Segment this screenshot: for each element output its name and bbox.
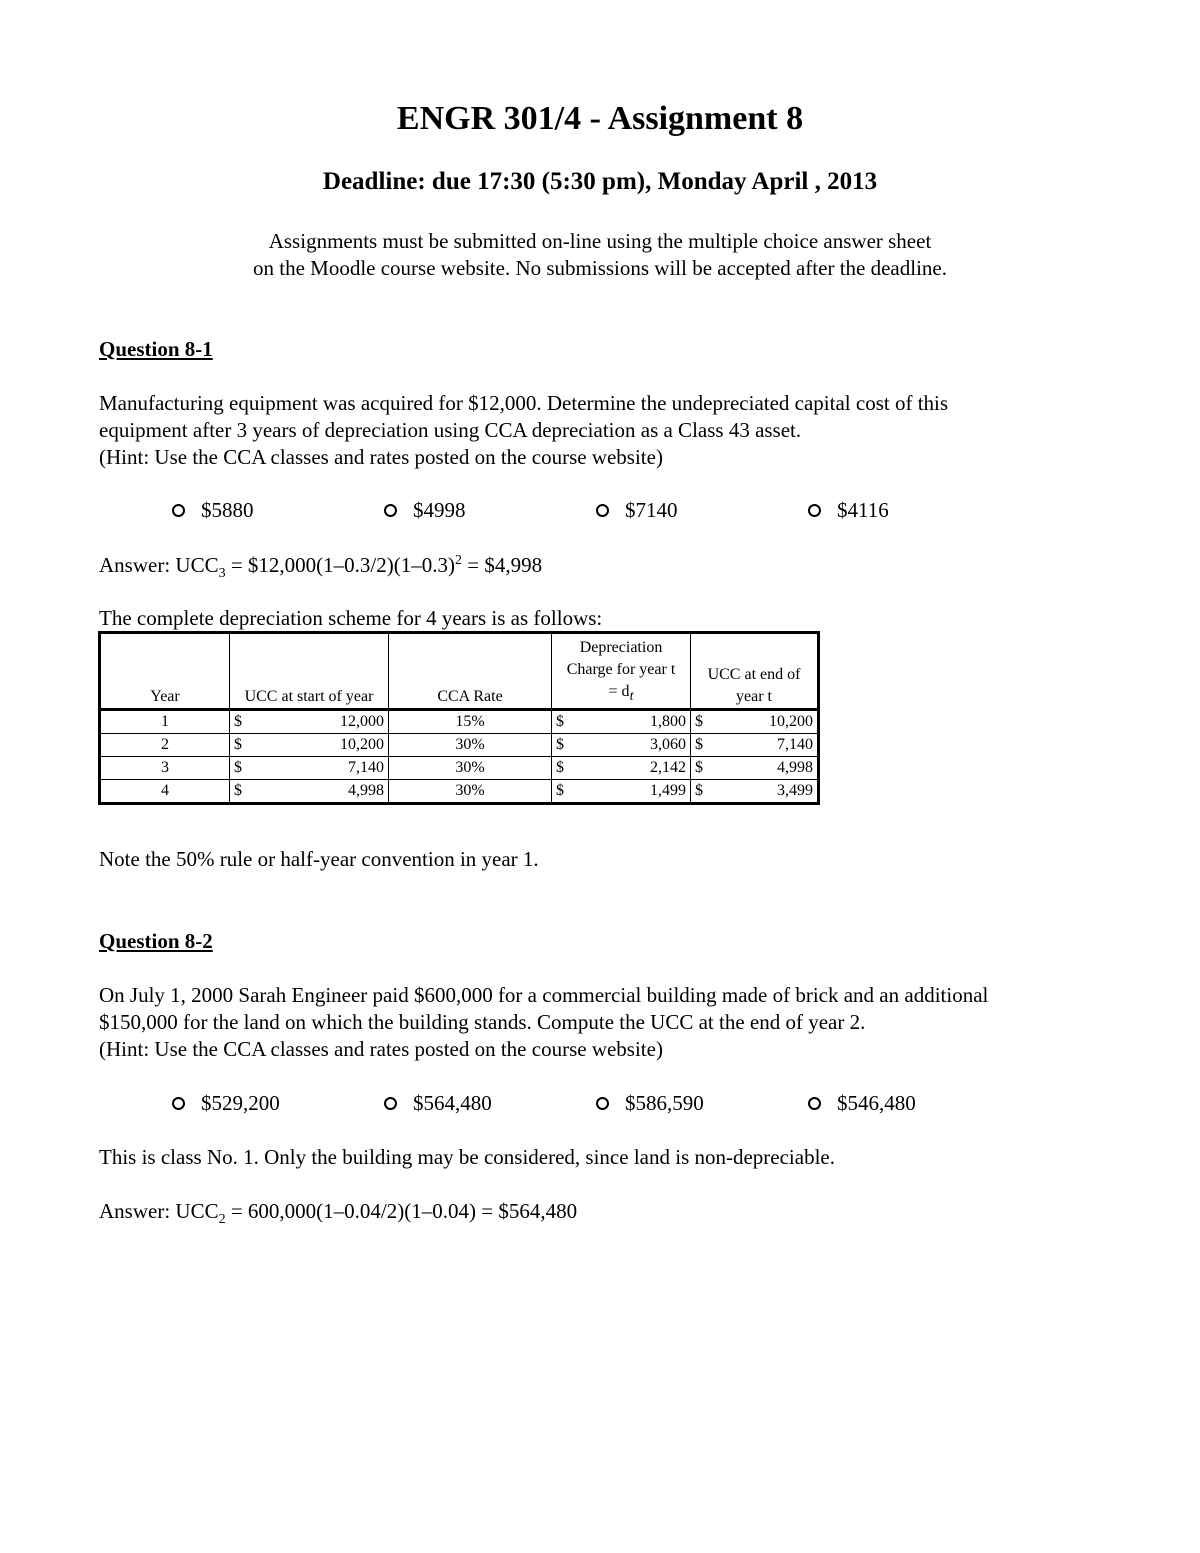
- cell-year: 1: [100, 710, 230, 734]
- cell-depreciation: $ 2,142: [552, 757, 691, 780]
- question-2-hint: (Hint: Use the CCA classes and rates posted on the course website): [99, 1037, 663, 1061]
- header-depreciation-charge: Depreciation Charge for year t = $d_t$: [552, 633, 691, 710]
- option-label: $4116: [837, 498, 889, 522]
- cell-ucc-start: $ 7,140: [230, 757, 389, 780]
- question-2-option-a[interactable]: [172, 1091, 280, 1116]
- question-1-option-d[interactable]: [808, 498, 889, 523]
- header-ucc-start: UCC at start of year: [230, 633, 389, 710]
- question-1-note: Note the 50% rule or half-year convention in year 1.: [99, 847, 539, 871]
- cell-cca-rate: 30%: [389, 757, 552, 780]
- question-1-text-line-1: Manufacturing equipment was acquired for $12,000. Determine the undepreciated capital cost of this: [99, 391, 949, 415]
- cell-cca-rate: 30%: [389, 734, 552, 757]
- question-2-option-b[interactable]: [384, 1091, 492, 1116]
- question-1-option-c[interactable]: [596, 498, 678, 523]
- option-label: $4998: [413, 498, 466, 522]
- table-row: [100, 780, 819, 804]
- intro-line-1: Assignments must be submitted on-line using the multiple choice answer sheet: [268, 229, 932, 253]
- question-2-option-c[interactable]: [596, 1091, 704, 1116]
- cell-ucc-start: $ 12,000: [230, 710, 389, 734]
- option-label: $5880: [201, 498, 254, 522]
- question-1-option-b[interactable]: [384, 498, 466, 523]
- radio-circle-icon[interactable]: [384, 504, 397, 517]
- question-1-answer: Answer: $UCC_3$ = $\$12,000(1-0.3/2)(1-0.3)^2$ = $4,998: [99, 553, 543, 582]
- radio-circle-icon[interactable]: [808, 1097, 821, 1110]
- cell-ucc-end: $ 7,140: [691, 734, 819, 757]
- cell-depreciation: $ 1,800: [552, 710, 691, 734]
- radio-circle-icon[interactable]: [172, 1097, 185, 1110]
- option-label: $7140: [625, 498, 678, 522]
- deadline-text: Deadline: due 17:30 (5:30 pm), Monday April , 2013: [322, 168, 878, 195]
- question-2-option-d[interactable]: [808, 1091, 916, 1116]
- table-row: [100, 710, 819, 734]
- question-2-note: This is class No. 1. Only the building may be considered, since land is non-depreciable.: [99, 1145, 835, 1169]
- question-2-answer: Answer: $UCC_2 = 600,000(1-0.04/2)(1-0.04)$ = $564,480: [99, 1199, 578, 1228]
- page-title: ENGR 301/4 - Assignment 8: [396, 100, 804, 137]
- header-year: Year: [100, 633, 230, 710]
- cell-ucc-end: $ 4,998: [691, 757, 819, 780]
- depreciation-scheme-intro: The complete depreciation scheme for 4 years is as follows:: [99, 606, 603, 630]
- radio-circle-icon[interactable]: [808, 504, 821, 517]
- cell-year: 2: [100, 734, 230, 757]
- table-row: [100, 757, 819, 780]
- cell-ucc-end: $ 10,200: [691, 710, 819, 734]
- question-2-heading: Question 8-2: [99, 929, 213, 953]
- cell-depreciation: $ 3,060: [552, 734, 691, 757]
- question-1-heading: Question 8-1: [99, 337, 213, 361]
- cell-cca-rate: 15%: [389, 710, 552, 734]
- question-2-text-line-2: $150,000 for the land on which the building stands. Compute the UCC at the end of year 2.: [99, 1010, 866, 1034]
- radio-circle-icon[interactable]: [596, 504, 609, 517]
- option-label: $529,200: [201, 1091, 280, 1115]
- option-label: $564,480: [413, 1091, 492, 1115]
- table-row: [100, 734, 819, 757]
- radio-circle-icon[interactable]: [172, 504, 185, 517]
- cell-year: 4: [100, 780, 230, 804]
- question-1-text-line-2: equipment after 3 years of depreciation using CCA depreciation as a Class 43 asset.: [99, 418, 802, 442]
- cell-ucc-end: $ 3,499: [691, 780, 819, 804]
- option-label: $586,590: [625, 1091, 704, 1115]
- option-label: $546,480: [837, 1091, 916, 1115]
- header-cca-rate: CCA Rate: [389, 633, 552, 710]
- intro-line-2: on the Moodle course website. No submissions will be accepted after the deadline.: [253, 256, 947, 280]
- cell-ucc-start: $ 4,998: [230, 780, 389, 804]
- depreciation-table: [98, 631, 820, 805]
- header-ucc-end: UCC at end of year t: [691, 633, 819, 710]
- question-1-hint: (Hint: Use the CCA classes and rates posted on the course website): [99, 445, 663, 469]
- radio-circle-icon[interactable]: [384, 1097, 397, 1110]
- radio-circle-icon[interactable]: [596, 1097, 609, 1110]
- question-2-text-line-1: On July 1, 2000 Sarah Engineer paid $600,000 for a commercial building made of brick and an additional: [99, 983, 989, 1007]
- cell-ucc-start: $ 10,200: [230, 734, 389, 757]
- question-1-option-a[interactable]: [172, 498, 254, 523]
- cell-depreciation: $ 1,499: [552, 780, 691, 804]
- cell-cca-rate: 30%: [389, 780, 552, 804]
- cell-year: 3: [100, 757, 230, 780]
